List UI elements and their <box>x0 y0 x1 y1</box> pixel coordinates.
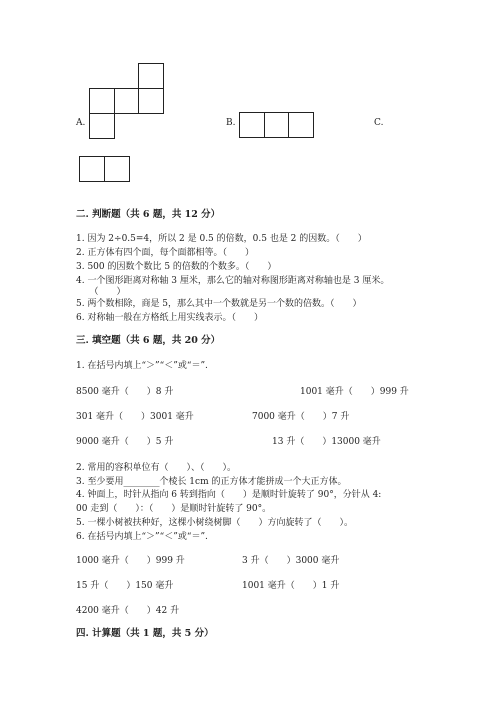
judge-item: （ ） <box>76 287 126 297</box>
judge-item: 1. 因为 2÷0.5=4，所以 2 是 0.5 的倍数，0.5 也是 2 的因数。（ ） <box>76 234 367 244</box>
section-3-title: 三. 填空题（共 6 题，共 20 分） <box>76 335 221 346</box>
compare-cell: 4200 毫升（ ）42 升 <box>76 606 180 616</box>
judge-item: 4. 一个图形距离对称轴 3 厘米，那么它的轴对称图形距离对称轴也是 3 厘米。 <box>76 276 390 286</box>
compare-cell: 9000 毫升（ ）5 升 <box>76 437 174 447</box>
judge-item: 2. 正方体有四个面，每个面都相等。（ ） <box>76 248 254 258</box>
net-c-square <box>104 156 130 182</box>
fill-item: 3. 至少要用________个棱长 1cm 的正方体才能拼成一个大正方体。 <box>76 477 347 487</box>
net-a-square <box>114 88 139 114</box>
fill-item: 4. 钟面上，时针从指向 6 转到指向（ ）是顺时针旋转了 90°，分针从 4: <box>76 490 382 500</box>
compare-cell: 1001 毫升（ ）1 升 <box>242 581 340 591</box>
net-b-square <box>264 112 289 138</box>
option-b-label: B. <box>226 118 236 128</box>
fill-item: 00 走到（ ）：（ ）是顺时针旋转了 90°。 <box>76 504 272 514</box>
net-a-square <box>89 88 115 114</box>
judge-item: 3. 500 的因数个数比 5 的倍数的个数多。（ ） <box>76 262 277 272</box>
section-4-title: 四. 计算题（共 1 题，共 5 分） <box>76 628 214 639</box>
net-a-square <box>89 113 115 139</box>
net-a-square <box>138 63 164 89</box>
compare-cell: 301 毫升（ ）3001 毫升 <box>76 412 194 422</box>
net-c-square <box>79 156 105 182</box>
compare-cell: 3 升（ ）3000 毫升 <box>242 556 340 566</box>
net-b-square <box>288 112 314 138</box>
judge-item: 6. 对称轴一般在方格纸上用实线表示。（ ） <box>76 313 263 323</box>
option-a-label: A. <box>76 118 86 128</box>
fill-item: 5. 一棵小树被扶种好，这棵小树绕树脚（ ）方向旋转了（ ）。 <box>76 518 353 528</box>
fill-item: 6. 在括号内填上“＞”“＜”或“＝”. <box>76 532 208 542</box>
net-a-square <box>138 88 164 114</box>
compare-cell: 1001 毫升（ ）999 升 <box>300 387 409 397</box>
net-b-square <box>239 112 265 138</box>
section-2-title: 二. 判断题（共 6 题，共 12 分） <box>76 209 221 220</box>
compare-cell: 8500 毫升（ ）8 升 <box>76 387 174 397</box>
compare-cell: 7000 毫升（ ）7 升 <box>252 412 350 422</box>
fill-item: 1. 在括号内填上“＞”“＜”或“＝”. <box>76 361 208 371</box>
option-c-label: C. <box>374 118 384 128</box>
compare-cell: 15 升（ ）150 毫升 <box>76 581 174 591</box>
compare-cell: 1000 毫升（ ）999 升 <box>76 556 185 566</box>
compare-cell: 13 升（ ）13000 毫升 <box>272 437 381 447</box>
judge-item: 5. 两个数相除，商是 5，那么其中一个数就是另一个数的倍数。（ ） <box>76 299 362 309</box>
fill-item: 2. 常用的容积单位有（ ）、（ ）。 <box>76 463 236 473</box>
